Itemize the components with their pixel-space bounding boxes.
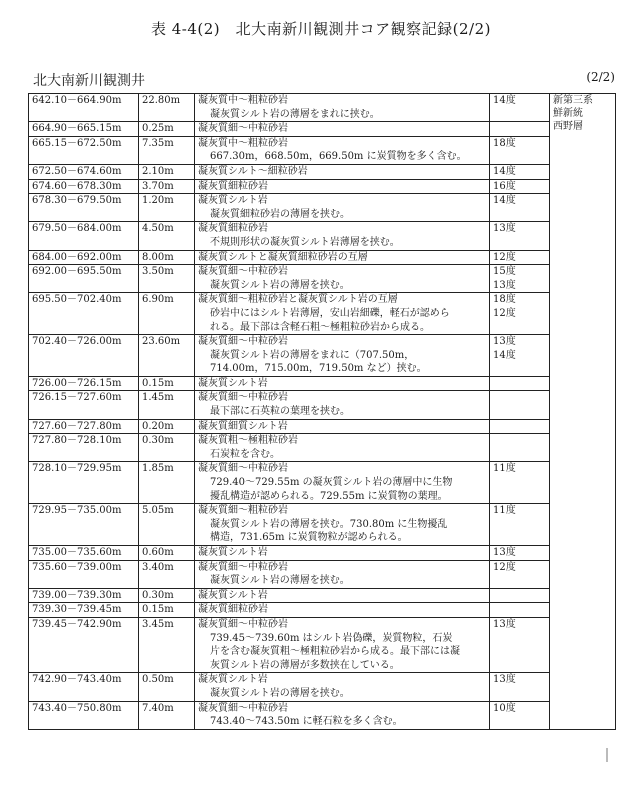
dip-value: 14度 xyxy=(493,195,516,207)
description-line: 灰質シルト岩の薄層が多数挟在している。 xyxy=(210,659,400,671)
description-cell xyxy=(195,701,490,729)
description-cell xyxy=(195,603,490,618)
description-cell xyxy=(195,434,490,462)
dip-cell xyxy=(490,588,550,603)
table-row xyxy=(29,222,616,250)
description-cell xyxy=(195,122,490,137)
depth-cell: 728.10－729.95m xyxy=(29,462,139,504)
lithology-line: 凝灰質シルト岩 xyxy=(198,195,268,207)
lithology-line: 凝灰質細～中粒砂岩 xyxy=(198,463,288,475)
description-cell xyxy=(195,94,490,122)
lithology-line: 凝灰質シルトと凝灰質細粒砂岩の互層 xyxy=(198,251,368,263)
table-row xyxy=(29,293,616,335)
dip-cell xyxy=(490,194,550,222)
depth-cell: 678.30－679.50m xyxy=(29,194,139,222)
dip-value: 11度 xyxy=(493,505,516,517)
description-cell xyxy=(195,179,490,194)
dip-cell xyxy=(490,434,550,462)
description-cell xyxy=(195,136,490,164)
stratigraphy-label: 鮮新統 xyxy=(553,108,583,119)
table-row xyxy=(29,617,616,672)
table-row xyxy=(29,136,616,164)
dip-value: 13度 xyxy=(493,547,516,558)
lithology-line: 凝灰質細～中粒砂岩 xyxy=(198,561,288,573)
dip-value: 12度 xyxy=(493,307,516,319)
thickness-cell: 0.50m xyxy=(139,673,195,701)
dip-value: 14度 xyxy=(493,349,516,361)
depth-cell: 739.00－739.30m xyxy=(29,588,139,603)
thickness-cell: 7.40m xyxy=(139,701,195,729)
description-line: 石炭粒を含む。 xyxy=(210,448,280,460)
well-name: 北大南新川観測井 xyxy=(33,73,145,89)
table-row xyxy=(29,560,616,588)
lithology-line: 凝灰質細～粗粒砂岩 xyxy=(198,505,288,517)
depth-cell: 684.00－692.00m xyxy=(29,250,139,265)
thickness-cell: 0.15m xyxy=(139,603,195,618)
thickness-cell: 3.45m xyxy=(139,617,195,672)
depth-cell: 735.00－735.60m xyxy=(29,546,139,561)
dip-value: 15度 xyxy=(493,266,516,278)
description-cell xyxy=(195,164,490,179)
lithology-line: 凝灰質シルト岩 xyxy=(198,589,268,601)
description-cell xyxy=(195,673,490,701)
table-row xyxy=(29,701,616,729)
table-row xyxy=(29,250,616,265)
description-cell xyxy=(195,250,490,265)
thickness-cell: 8.00m xyxy=(139,250,195,265)
dip-cell xyxy=(490,701,550,729)
depth-cell: 702.40－726.00m xyxy=(29,335,139,377)
dip-value: 12度 xyxy=(493,561,516,573)
dip-value: 13度 xyxy=(493,336,516,348)
description-cell xyxy=(195,560,490,588)
thickness-cell: 3.70m xyxy=(139,179,195,194)
depth-cell: 727.60－727.80m xyxy=(29,419,139,434)
lithology-line: 凝灰質シルト岩 xyxy=(198,377,268,389)
dip-cell xyxy=(490,673,550,701)
dip-cell xyxy=(490,122,550,137)
thickness-cell: 0.60m xyxy=(139,546,195,561)
lithology-line: 凝灰質シルト～細粒砂岩 xyxy=(198,165,308,177)
dip-cell xyxy=(490,335,550,377)
dip-value: 13度 xyxy=(493,674,516,686)
description-cell xyxy=(195,194,490,222)
lithology-line: 凝灰質細～粗粒砂岩と凝灰質シルト岩の互層 xyxy=(198,294,398,306)
thickness-cell: 6.90m xyxy=(139,293,195,335)
description-line: 不規則形状の凝灰質シルト岩薄層を挟む。 xyxy=(210,236,400,248)
description-cell xyxy=(195,265,490,293)
description-cell xyxy=(195,391,490,419)
core-log-body xyxy=(29,94,616,730)
description-cell xyxy=(195,462,490,504)
scan-mark xyxy=(606,748,608,762)
dip-value: 14度 xyxy=(493,95,516,106)
description-cell xyxy=(195,546,490,561)
thickness-cell: 7.35m xyxy=(139,136,195,164)
dip-value: 11度 xyxy=(493,463,516,475)
depth-cell: 679.50－684.00m xyxy=(29,222,139,250)
dip-value: 12度 xyxy=(493,251,516,263)
dip-cell xyxy=(490,603,550,618)
depth-cell: 726.00－726.15m xyxy=(29,376,139,391)
dip-value: 13度 xyxy=(493,618,516,630)
table-row xyxy=(29,434,616,462)
description-line: 凝灰質シルト岩の薄層をまれに挟む。 xyxy=(210,108,380,120)
lithology-line: 凝灰質細粒砂岩 xyxy=(198,604,268,616)
description-line: 片を含む凝灰質粗～極粗粒砂岩から成る。最下部には凝 xyxy=(210,646,460,658)
description-line: 凝灰質シルト岩の薄層を挟む。 xyxy=(210,687,350,699)
dip-value: 18度 xyxy=(493,294,516,306)
dip-value: 10度 xyxy=(493,702,516,714)
thickness-cell: 1.85m xyxy=(139,462,195,504)
lithology-line: 凝灰質細～中粒砂岩 xyxy=(198,123,288,135)
table-row xyxy=(29,265,616,293)
lithology-line: 凝灰質シルト岩 xyxy=(198,547,268,558)
lithology-line: 凝灰質粗～極粗粒砂岩 xyxy=(198,435,298,447)
thickness-cell: 0.15m xyxy=(139,376,195,391)
description-cell xyxy=(195,504,490,546)
depth-cell: 692.00－695.50m xyxy=(29,265,139,293)
thickness-cell: 0.30m xyxy=(139,434,195,462)
thickness-cell: 3.40m xyxy=(139,560,195,588)
thickness-cell: 0.20m xyxy=(139,419,195,434)
thickness-cell: 5.05m xyxy=(139,504,195,546)
dip-cell xyxy=(490,462,550,504)
thickness-cell: 1.20m xyxy=(139,194,195,222)
table-row xyxy=(29,603,616,618)
description-line: 743.40～743.50m に軽石粒を多く含む。 xyxy=(210,716,403,728)
lithology-line: 凝灰質細質シルト岩 xyxy=(198,420,288,432)
lithology-line: 凝灰質中～粗粒砂岩 xyxy=(198,137,288,149)
depth-cell: 726.15－727.60m xyxy=(29,391,139,419)
table-row xyxy=(29,122,616,137)
depth-cell: 664.90－665.15m xyxy=(29,122,139,137)
dip-cell xyxy=(490,617,550,672)
description-cell xyxy=(195,419,490,434)
stratigraphy-cell xyxy=(550,94,616,730)
dip-value: 14度 xyxy=(493,165,516,177)
description-cell xyxy=(195,588,490,603)
lithology-line: 凝灰質細～中粒砂岩 xyxy=(198,702,288,714)
description-cell xyxy=(195,222,490,250)
depth-cell: 665.15－672.50m xyxy=(29,136,139,164)
page-title: 表 4-4(2) 北大南新川観測井コア観察記録(2/2) xyxy=(150,20,492,38)
depth-cell: 695.50－702.40m xyxy=(29,293,139,335)
lithology-line: 凝灰質細粒砂岩 xyxy=(198,223,268,235)
core-log-table xyxy=(28,93,616,730)
description-line: 構造，731.65m に炭質物粒が認められる。 xyxy=(210,532,408,544)
dip-value: 18度 xyxy=(493,137,516,149)
table-row xyxy=(29,194,616,222)
thickness-cell: 0.25m xyxy=(139,122,195,137)
lithology-line: 凝灰質細～中粒砂岩 xyxy=(198,392,288,404)
depth-cell: 739.30－739.45m xyxy=(29,603,139,618)
dip-value: 13度 xyxy=(493,223,516,235)
thickness-cell: 3.50m xyxy=(139,265,195,293)
dip-cell xyxy=(490,560,550,588)
description-line: 凝灰質シルト岩の薄層を挟む。 xyxy=(210,575,350,587)
table-row xyxy=(29,419,616,434)
thickness-cell: 0.30m xyxy=(139,588,195,603)
depth-cell: 642.10－664.90m xyxy=(29,94,139,122)
dip-cell xyxy=(490,419,550,434)
dip-cell xyxy=(490,546,550,561)
table-row xyxy=(29,164,616,179)
description-cell xyxy=(195,376,490,391)
description-line: 714.00m，715.00m，719.50m など）挟む。 xyxy=(210,363,427,375)
depth-cell: 742.90－743.40m xyxy=(29,673,139,701)
lithology-line: 凝灰質細～中粒砂岩 xyxy=(198,266,288,278)
description-cell xyxy=(195,617,490,672)
description-line: 最下部に石英粒の葉理を挟む。 xyxy=(210,406,350,418)
table-row xyxy=(29,335,616,377)
depth-cell: 743.40－750.80m xyxy=(29,701,139,729)
dip-cell xyxy=(490,136,550,164)
depth-cell: 674.60－678.30m xyxy=(29,179,139,194)
page-indicator: (2/2) xyxy=(586,70,615,84)
description-cell xyxy=(195,293,490,335)
description-line: 667.30m，668.50m，669.50m に炭質物を多く含む。 xyxy=(210,151,467,163)
table-row xyxy=(29,376,616,391)
depth-cell: 735.60－739.00m xyxy=(29,560,139,588)
table-row xyxy=(29,504,616,546)
lithology-line: 凝灰質細～中粒砂岩 xyxy=(198,618,288,630)
depth-cell: 727.80－728.10m xyxy=(29,434,139,462)
lithology-line: 凝灰質細粒砂岩 xyxy=(198,180,268,192)
dip-cell xyxy=(490,94,550,122)
depth-cell: 729.95－735.00m xyxy=(29,504,139,546)
stratigraphy-label: 新第三系 xyxy=(553,95,593,106)
table-row xyxy=(29,391,616,419)
description-line: 739.45～739.60m はシルト岩偽礫，炭質物粒，石炭 xyxy=(210,632,453,644)
lithology-line: 凝灰質細～中粒砂岩 xyxy=(198,336,288,348)
thickness-cell: 1.45m xyxy=(139,391,195,419)
lithology-line: 凝灰質中～粗粒砂岩 xyxy=(198,95,288,106)
description-line: 砂岩中にはシルト岩薄層，安山岩細礫，軽石が認めら xyxy=(210,307,450,319)
description-cell xyxy=(195,335,490,377)
description-line: 凝灰質シルト岩の薄層を挟む。730.80m に生物擾乱 xyxy=(210,518,448,530)
description-line: 凝灰質シルト岩の薄層をまれに（707.50m， xyxy=(210,349,415,361)
description-line: 凝灰質シルト岩の薄層を挟む。 xyxy=(210,279,350,291)
dip-cell xyxy=(490,293,550,335)
dip-cell xyxy=(490,265,550,293)
description-line: れる。最下部は含軽石粗～極粗粒砂岩から成る。 xyxy=(210,321,430,333)
thickness-cell: 2.10m xyxy=(139,164,195,179)
table-row xyxy=(29,673,616,701)
table-row xyxy=(29,94,616,122)
table-row xyxy=(29,462,616,504)
depth-cell: 672.50－674.60m xyxy=(29,164,139,179)
table-row xyxy=(29,546,616,561)
dip-cell xyxy=(490,222,550,250)
description-line: 凝灰質細粒砂岩の薄層を挟む。 xyxy=(210,208,350,220)
thickness-cell: 23.60m xyxy=(139,335,195,377)
dip-value: 16度 xyxy=(493,180,516,192)
thickness-cell: 4.50m xyxy=(139,222,195,250)
dip-cell xyxy=(490,179,550,194)
stratigraphy-label: 西野層 xyxy=(553,121,583,132)
dip-cell xyxy=(490,250,550,265)
dip-value: 13度 xyxy=(493,279,516,291)
lithology-line: 凝灰質シルト岩 xyxy=(198,674,268,686)
table-row xyxy=(29,588,616,603)
thickness-cell: 22.80m xyxy=(139,94,195,122)
table-row xyxy=(29,179,616,194)
dip-cell xyxy=(490,504,550,546)
depth-cell: 739.45－742.90m xyxy=(29,617,139,672)
dip-cell xyxy=(490,376,550,391)
description-line: 729.40～729.55m の凝灰質シルト岩の薄層中に生物 xyxy=(210,477,453,489)
description-line: 擾乱構造が認められる。729.55m に炭質物の葉理。 xyxy=(210,490,448,502)
dip-cell xyxy=(490,164,550,179)
dip-cell xyxy=(490,391,550,419)
